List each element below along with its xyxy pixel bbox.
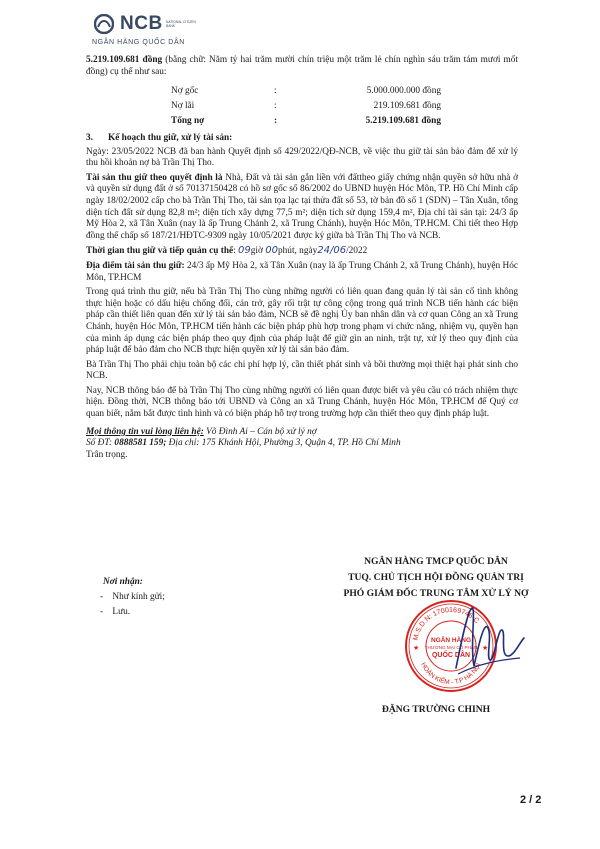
regards: Trân trọng. [86, 449, 128, 460]
debt-value: 5.219.109.681 đồng [365, 116, 441, 126]
recipient-item: - Như kính gửi; [100, 592, 165, 602]
recipient-item-label: Lưu. [112, 607, 131, 617]
svg-text:QUỐC DÂN: QUỐC DÂN [431, 652, 471, 659]
debt-row-total [171, 116, 441, 128]
svg-text:NGÂN HÀNG: NGÂN HÀNG [430, 637, 472, 644]
debt-colon: : [274, 116, 278, 126]
time-hour-handwritten: 09 [238, 245, 251, 257]
process-paragraph: Trong quá trình thu giữ, nếu bà Trần Thị Tho cùng những người có liên quan đang quản lý tài sản cố tình không thực hiện hoặc có dấu hiệu chống đối, cản trở, gây rối trật tự công cộng trong quá trình NCB tiến hành các biện pháp cần thiết liên quan đến xử lý tài sản bảo đảm, NCB sẽ đề nghị Ủy ban nhân dân và cơ quan Công an xã Trung Chánh, huyện Hóc Môn, TP.HCM tiến hành các biện pháp phù hợp trong phạm vi chức năng, nhiệm vụ, quyền hạn của mình áp dụng các biện pháp theo quy định của pháp luật để giữ gìn an ninh, trật tự, xử lý theo quy định của pháp luật để bảo đảm cho NCB thực hiện quyền xử lý tài sản bảo đảm. [86, 287, 518, 356]
debt-label: Nợ gốc [171, 86, 199, 96]
time-year: /2022 [346, 246, 368, 257]
place-label: Địa điểm tài sản thu giữ: [86, 260, 185, 271]
svg-text:M.S.D.N: 1700169746-C: M.S.D.N: 1700169746-C [412, 607, 481, 642]
ncb-logo-icon [94, 14, 114, 34]
ncb-logo [88, 12, 208, 52]
debt-label: Nợ lãi [171, 101, 195, 111]
section-number: 3. [86, 133, 93, 143]
section-3 [86, 133, 518, 461]
asset-description: Nhà, Đất và tài sản gắn liền với đấttheo giấy chứng nhận quyền sở hữu nhà ở và quyền sử dụng đất ở số 70137150428 có hồ sơ gốc số 86/2002 do UBND huyện Hóc Môn, TP. Hồ Chí Minh cấp ngày 18/02/2002 cấp cho bà Trần Thị Tho, tài sản tọa lạc tại thửa đất số 53, tờ bản đồ số 1 (SDN) – Tân Xuân, tổng diện tích đất sử dụng 82,8 m²; diện tích xây dựng 77,5 m²; diện tích sử dụng 159,4 m², Địa chỉ tài sản tại: 24/3 ấp Mỹ Hòa 2, xã Tân Xuân (nay là ấp Trung Chánh 2, xã Trung Chánh), huyện Hóc Môn, TP.HCM. Chi tiết theo Hợp đồng thế chấp số 187/21/HĐTC-9309 ngày 10/05/2021 được ký giữa bà Trần Thị Tho và NCB. [86, 172, 519, 241]
place-text: 24/3 ấp Mỹ Hòa 2, xã Tân Xuân (nay là ấp Trung Chánh 2, xã Trung Chánh), huyện Hóc Môn, TP.HCM [86, 260, 518, 283]
time-mid2: phút, ngày [278, 246, 318, 257]
logo-brand: NCB [120, 13, 163, 34]
section-heading: Kế hoạch thu giữ, xử lý tài sản: [108, 133, 233, 143]
logo-tagline: NGÂN HÀNG QUỐC DÂN [92, 39, 185, 46]
svg-text:THƯƠNG MẠI CỔ PHẦN: THƯƠNG MẠI CỔ PHẦN [424, 645, 478, 650]
cost-paragraph: Bà Trần Thị Tho phải chịu toàn bộ các chi phí hợp lý, cần thiết phát sinh và bồi thường mọi thiệt hại phát sinh cho NCB. [86, 359, 518, 382]
intro-paragraph [86, 55, 518, 78]
debt-value: 5.000.000.000 đồng [366, 86, 441, 96]
contact-person: Võ Đình Ai – Cán bộ xử lý nợ [203, 426, 317, 437]
notice-paragraph: Nay, NCB thông báo để bà Trần Thị Tho cùng những người có liên quan được biết và yêu cầu có trách nhiệm thực hiện. Đồng thời, NCB thông báo tới UBND và Công an xã Trung Chánh, huyện Hóc Môn, TP.HCM để Quý cơ quan biết, nắm bắt được tình hình và có biện pháp hỗ trợ trong trường hợp cần thiết theo quy định pháp luật. [86, 385, 518, 420]
contact-phone-label: Số ĐT: [86, 438, 115, 449]
debt-label: Tổng nợ [171, 116, 205, 126]
svg-text:★: ★ [482, 645, 489, 652]
recipients-title: Nơi nhận: [103, 577, 143, 587]
svg-text:★: ★ [413, 645, 420, 652]
contact-address: Địa chỉ: 175 Khánh Hội, Phường 3, Quận 4, TP. Hồ Chí Minh [166, 438, 401, 449]
signer-name: ĐẶNG TRƯỜNG CHINH [381, 704, 491, 715]
time-mid1: giờ [250, 246, 266, 257]
debt-colon: : [274, 101, 277, 111]
sign-line-2: TUQ. CHỦ TỊCH HỘI ĐỒNG QUẢN TRỊ [348, 572, 524, 583]
sign-line-1: NGÂN HÀNG TMCP QUỐC DÂN [364, 556, 508, 567]
time-day-handwritten: 24/06 [317, 245, 347, 257]
time-prefix: : [233, 246, 239, 257]
intro-amount: 5.219.109.681 đồng [86, 55, 163, 65]
recipient-item-label: Như kính gửi; [112, 592, 165, 602]
debt-value: 219.109.681 đồng [373, 101, 441, 111]
contact-label: Mọi thông tin vui lòng liên hệ: [86, 426, 204, 437]
recipient-item: - Lưu. [100, 607, 131, 617]
decision-paragraph: Ngày: 23/05/2022 NCB đã ban hành Quyết định số 429/2022/QĐ-NCB, về việc thu giữ tài sản bảo đảm để xử lý thu hồi khoản nợ bà Trần Thị Tho. [86, 146, 518, 169]
handwritten-signature [448, 598, 528, 688]
logo-brand-sub: NATIONAL CITIZEN BANK [166, 20, 196, 28]
time-label: Thời gian thu giữ và tiếp quản cụ thể [86, 246, 234, 257]
svg-text:HOÀN KIẾM - T.P HÀ NỘI: HOÀN KIẾM - T.P HÀ NỘI [419, 661, 483, 687]
page-number: 2 / 2 [520, 794, 542, 806]
contact-phone: 0888581 159; [114, 438, 167, 449]
time-minute-handwritten: 00 [265, 245, 278, 257]
debt-row-principal [171, 86, 441, 98]
sign-line-3: PHÓ GIÁM ĐỐC TRUNG TÂM XỬ LÝ NỢ [343, 588, 529, 599]
intro-amount-words: (bằng chữ: Năm tỷ hai trăm mười chín triệu một trăm lẻ chín nghìn sáu trăm tám mươi mốt đồng) cụ thể như sau: [86, 55, 518, 77]
debt-row-interest [171, 101, 441, 113]
asset-label: Tài sản thu giữ theo quyết định là [86, 172, 223, 183]
debt-colon: : [274, 86, 277, 96]
